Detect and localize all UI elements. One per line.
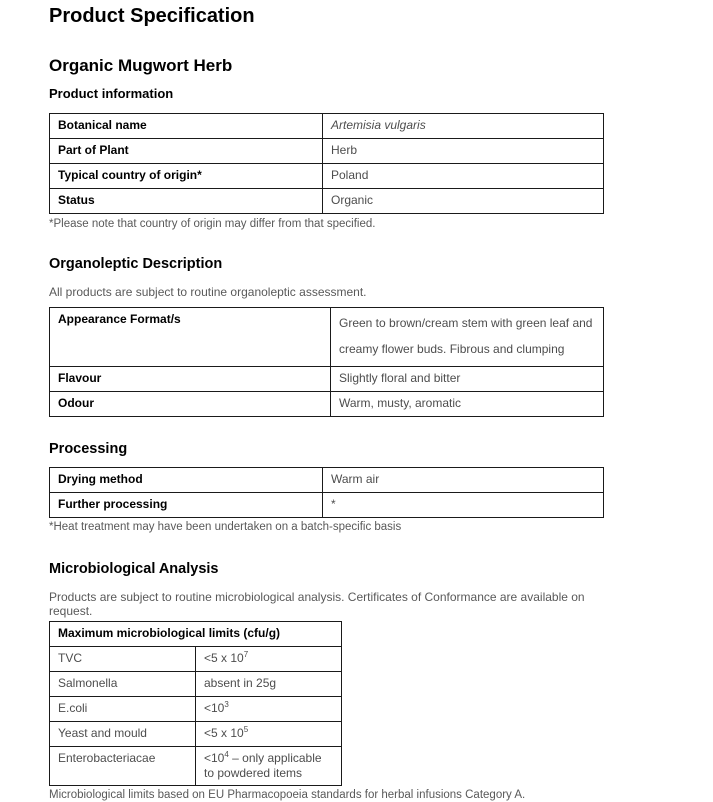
row-label: Typical country of origin*: [50, 164, 323, 189]
organism-name: Yeast and mould: [50, 721, 196, 746]
limit-base: <10: [204, 750, 225, 765]
microbiological-footnote: Microbiological limits based on EU Pharmacopoeia standards for herbal infusions Category A.: [49, 788, 526, 801]
row-value: Warm air: [323, 467, 604, 492]
limit-value: [196, 721, 342, 746]
limit-suffix: – only applicable to powdered items: [204, 750, 322, 780]
table-row: [50, 366, 604, 391]
table-row: [50, 746, 342, 785]
product-name-heading: Organic Mugwort Herb: [49, 56, 233, 75]
limit-exponent: 7: [243, 649, 249, 659]
organoleptic-heading: Organoleptic Description: [49, 256, 223, 272]
row-label: Drying method: [50, 467, 323, 492]
row-value: Poland: [323, 164, 604, 189]
table-row: [50, 114, 604, 139]
limit-base: <5 x 10: [204, 725, 244, 740]
table-row: [50, 492, 604, 517]
row-value: *: [323, 492, 604, 517]
limits-table-header: Maximum microbiological limits (cfu/g): [50, 621, 342, 646]
table-row: [50, 721, 342, 746]
table-row: [50, 696, 342, 721]
organism-name: TVC: [50, 646, 196, 671]
product-information-heading: Product information: [49, 86, 174, 101]
table-row: [50, 139, 604, 164]
product-information-table: [49, 113, 604, 214]
organoleptic-intro: All products are subject to routine organoleptic assessment.: [49, 285, 367, 299]
table-row: [50, 671, 342, 696]
limit-exponent: 4: [224, 749, 229, 759]
table-row: [50, 646, 342, 671]
table-row: [50, 164, 604, 189]
limit-exponent: 5: [243, 724, 249, 734]
row-label: Status: [50, 189, 323, 214]
microbiological-intro: Products are subject to routine microbiological analysis. Certificates of Conformance are available on request.: [49, 589, 585, 618]
row-label: Appearance Format/s: [50, 307, 331, 366]
page-title: Product Specification: [49, 5, 255, 27]
table-row: [50, 189, 604, 214]
organism-name: Enterobacteriacae: [50, 746, 196, 785]
microbiological-heading: Microbiological Analysis: [49, 560, 219, 577]
row-label: Part of Plant: [50, 139, 323, 164]
limit-value: [196, 696, 342, 721]
row-value: Artemisia vulgaris: [323, 114, 604, 139]
organism-name: Salmonella: [50, 671, 196, 696]
microbiological-limits-table: [49, 621, 342, 786]
organoleptic-table: [49, 307, 604, 417]
limit-base: <5 x 10: [204, 650, 244, 665]
organism-name: E.coli: [50, 696, 196, 721]
limit-value: [196, 646, 342, 671]
row-value: Warm, musty, aromatic: [331, 391, 604, 416]
limit-exponent: 3: [224, 699, 229, 709]
row-label: Flavour: [50, 366, 331, 391]
limit-value: [196, 671, 342, 696]
heat-treatment-footnote: *Heat treatment may have been undertaken on a batch-specific basis: [49, 520, 402, 533]
table-row: [50, 467, 604, 492]
row-label: Botanical name: [50, 114, 323, 139]
limit-value: [196, 746, 342, 785]
limit-base: <10: [204, 700, 225, 715]
table-row: [50, 391, 604, 416]
row-value: Herb: [323, 139, 604, 164]
table-header-row: [50, 621, 342, 646]
row-label: Further processing: [50, 492, 323, 517]
processing-heading: Processing: [49, 440, 128, 457]
table-row: [50, 307, 604, 366]
row-value: Organic: [323, 189, 604, 214]
row-value: Slightly floral and bitter: [331, 366, 604, 391]
row-label: Odour: [50, 391, 331, 416]
limit-base: absent in 25g: [204, 675, 277, 690]
processing-table: [49, 467, 604, 518]
row-value: Green to brown/cream stem with green leaf and creamy flower buds. Fibrous and clumping: [331, 307, 604, 366]
origin-footnote: *Please note that country of origin may differ from that specified.: [49, 218, 376, 230]
